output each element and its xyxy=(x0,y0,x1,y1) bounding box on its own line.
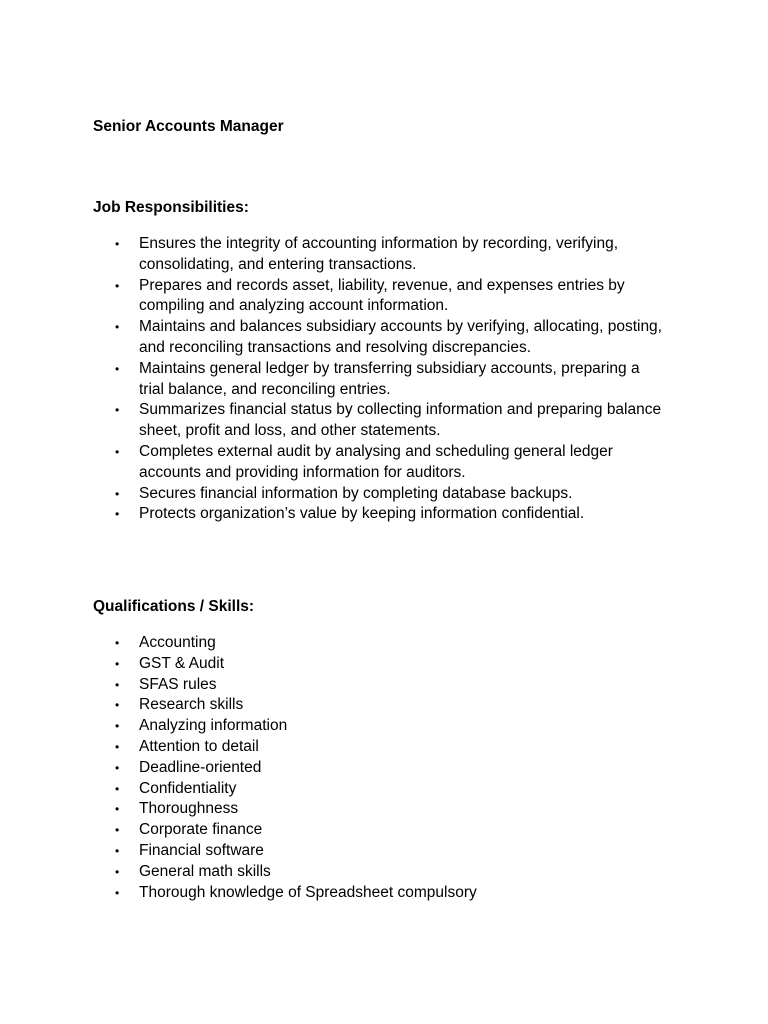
list-item-text: Corporate finance xyxy=(139,821,263,839)
list-item-text: Analyzing information xyxy=(139,717,288,735)
list-item-text: Completes external audit by analysing and scheduling general ledger accounts and providing information for auditors. xyxy=(139,442,613,481)
bullet-icon: • xyxy=(115,403,120,418)
list-item xyxy=(93,504,693,525)
list-item-text: Thoroughness xyxy=(139,800,239,818)
list-item-text: Summarizes financial status by collecting information and preparing balance sheet, profit and loss, and other statements. xyxy=(139,401,662,440)
bullet-icon: • xyxy=(115,507,120,522)
list-item-text: Protects organization’s value by keeping information confidential. xyxy=(139,505,585,523)
bullet-icon: • xyxy=(115,636,120,650)
list-item-text: Prepares and records asset, liability, revenue, and expenses entries by compiling and analyzing account information. xyxy=(139,276,625,315)
list-item xyxy=(93,234,693,276)
qualifications-heading: Qualifications / Skills: xyxy=(93,598,255,615)
list-item-text: Maintains general ledger by transferring subsidiary accounts, preparing a trial balance, and reconciling entries. xyxy=(139,359,640,398)
bullet-icon: • xyxy=(115,823,120,838)
list-item xyxy=(93,484,693,505)
list-item xyxy=(93,400,693,442)
list-item xyxy=(93,841,693,862)
list-item-text: Maintains and balances subsidiary accounts by verifying, allocating, posting, and reconciling transactions and resolving discrepancies. xyxy=(139,318,662,356)
bullet-icon: • xyxy=(115,444,120,459)
bullet-icon: • xyxy=(115,739,120,754)
bullet-icon: • xyxy=(115,320,120,335)
bullet-icon: • xyxy=(115,802,120,817)
list-item xyxy=(93,359,693,401)
bullet-icon: • xyxy=(115,719,120,734)
bullet-icon: • xyxy=(115,677,120,692)
list-item xyxy=(93,737,693,758)
list-item-text: Secures financial information by completing database backups. xyxy=(139,484,573,502)
bullet-icon: • xyxy=(115,698,120,713)
bullet-icon: • xyxy=(115,361,120,376)
list-item xyxy=(93,654,693,675)
bullet-icon: • xyxy=(115,237,120,251)
bullet-icon: • xyxy=(115,885,120,900)
responsibilities-list xyxy=(93,234,693,525)
bullet-icon: • xyxy=(115,760,120,775)
list-item xyxy=(93,317,693,359)
responsibilities-heading: Job Responsibilities: xyxy=(93,199,249,216)
bullet-icon: • xyxy=(115,864,120,879)
list-item xyxy=(93,883,693,904)
list-item-text: Financial software xyxy=(139,841,264,859)
bullet-icon: • xyxy=(115,656,120,671)
list-item xyxy=(93,276,693,318)
list-item xyxy=(93,442,693,484)
document-title: Senior Accounts Manager xyxy=(93,118,284,135)
qualifications-list xyxy=(93,633,693,903)
list-item-text: GST & Audit xyxy=(139,654,225,672)
list-item-text: Confidentiality xyxy=(139,779,237,797)
bullet-icon: • xyxy=(115,843,120,858)
list-item-text: General math skills xyxy=(139,862,271,880)
list-item-text: Research skills xyxy=(139,696,244,714)
bullet-icon: • xyxy=(115,781,120,796)
list-item-text: Deadline-oriented xyxy=(139,758,262,776)
list-item xyxy=(93,633,693,654)
list-item xyxy=(93,820,693,841)
list-item-text: Accounting xyxy=(139,634,216,651)
list-item xyxy=(93,675,693,696)
list-item-text: Thorough knowledge of Spreadsheet compulsory xyxy=(139,883,477,901)
bullet-icon: • xyxy=(115,486,120,501)
list-item-text: Attention to detail xyxy=(139,737,259,755)
list-item xyxy=(93,779,693,800)
bullet-icon: • xyxy=(115,278,120,293)
list-item xyxy=(93,695,693,716)
list-item xyxy=(93,862,693,883)
list-item-text: SFAS rules xyxy=(139,675,217,693)
list-item-text: Ensures the integrity of accounting information by recording, verifying, consolidating, and entering transactions. xyxy=(139,235,619,273)
list-item xyxy=(93,799,693,820)
list-item xyxy=(93,716,693,737)
list-item xyxy=(93,758,693,779)
